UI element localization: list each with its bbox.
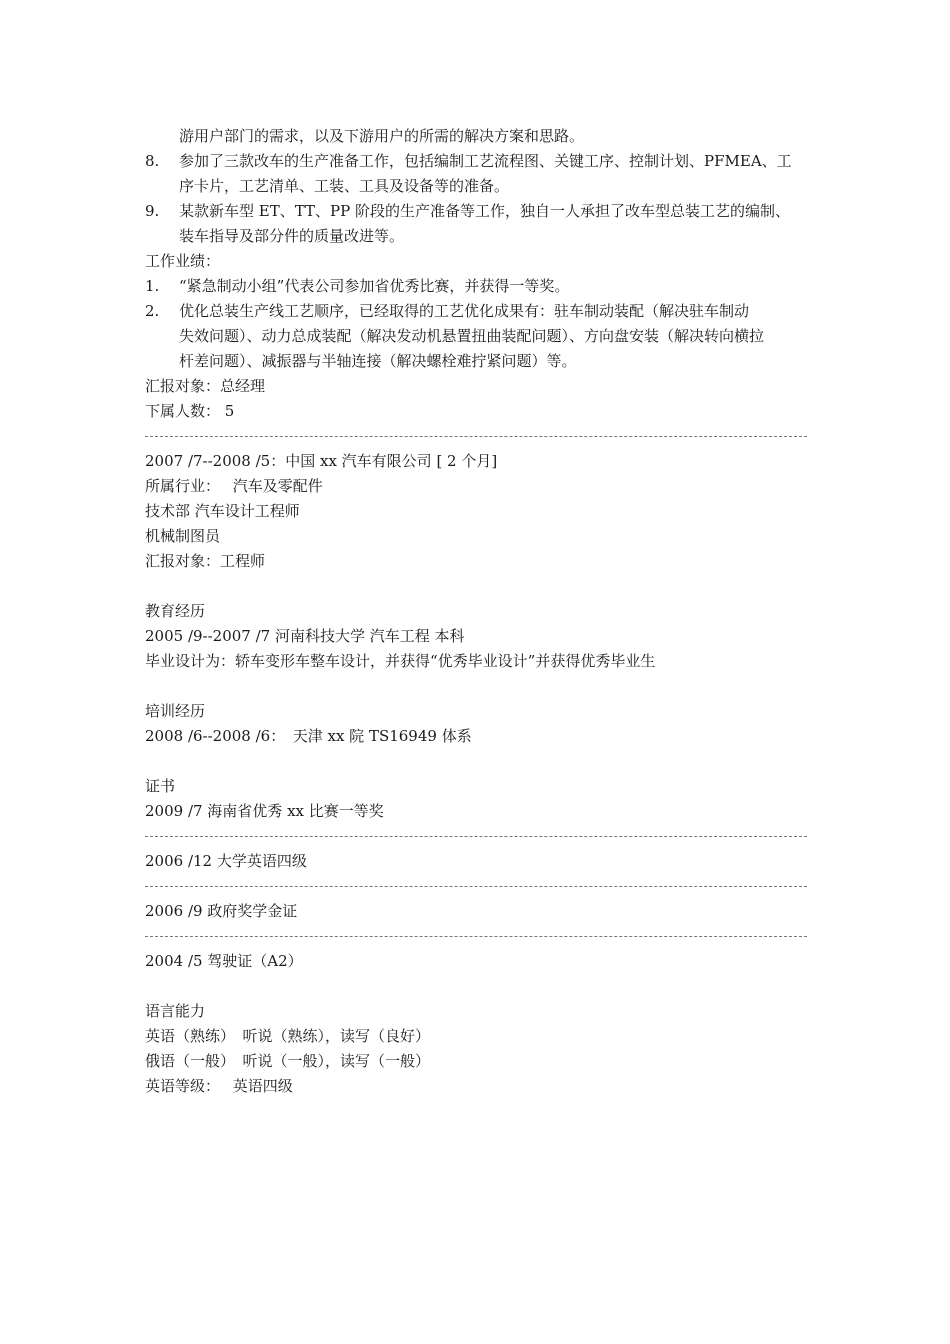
education-thesis: 毕业设计为：轿车变形车整车设计，并获得“优秀毕业设计”并获得优秀毕业生 xyxy=(145,652,656,670)
industry-value: 汽车及零配件 xyxy=(232,477,323,495)
duty-item-8-line2: 序卡片，工艺清单、工装、工具及设备等的准备。 xyxy=(179,177,510,195)
english-level xyxy=(145,1074,815,1099)
job-period: 2007 /7--2008 /5：中国 xx 汽车有限公司 [ 2 个月] xyxy=(145,452,498,470)
list-number: 9. xyxy=(145,202,160,220)
list-number: 1. xyxy=(145,277,160,295)
duty-item-9-line2: 装车指导及部分件的质量改进等。 xyxy=(179,227,405,245)
training-heading: 培训经历 xyxy=(145,702,206,720)
duty-item-8 xyxy=(145,149,815,174)
duty-item-9-line1: 某款新车型 ET、TT、PP 阶段的生产准备等工作，独自一人承担了改车型总装工艺的编制、 xyxy=(179,202,790,220)
languages-heading: 语言能力 xyxy=(145,1002,206,1020)
divider xyxy=(145,824,815,849)
report-to: 汇报对象：总经理 xyxy=(145,377,266,395)
certificates-heading: 证书 xyxy=(145,777,176,795)
subordinates-label: 下属人数： xyxy=(145,402,221,420)
divider xyxy=(145,424,815,449)
certificate-item: 2004 /5 驾驶证（A2） xyxy=(145,952,303,970)
achievement-item-2-line3: 杆差问题）、减振器与半轴连接（解决螺栓难拧紧问题）等。 xyxy=(179,352,577,370)
education-entry: 2005 /9--2007 /7 河南科技大学 汽车工程 本科 xyxy=(145,627,465,645)
achievement-item-1 xyxy=(145,274,815,299)
job-dept: 技术部 汽车设计工程师 xyxy=(145,502,300,520)
language-russian: 俄语（一般） 听说（一般），读写（一般） xyxy=(145,1052,431,1070)
job-role: 机械制图员 xyxy=(145,527,221,545)
divider xyxy=(145,874,815,899)
certificate-item: 2006 /12 大学英语四级 xyxy=(145,852,307,870)
job-report-to: 汇报对象：工程师 xyxy=(145,552,266,570)
list-number: 2. xyxy=(145,302,160,320)
industry-label: 所属行业： xyxy=(145,477,221,495)
list-number: 8. xyxy=(145,152,160,170)
resume-page xyxy=(145,124,815,1099)
certificate-item: 2006 /9 政府奖学金证 xyxy=(145,902,298,920)
divider xyxy=(145,924,815,949)
job-industry xyxy=(145,474,815,499)
subordinates xyxy=(145,399,815,424)
achievement-item-2-line1: 优化总装生产线工艺顺序，已经取得的工艺优化成果有：驻车制动装配（解决驻车制动 xyxy=(179,302,750,320)
training-entry: 2008 /6--2008 /6： 天津 xx 院 TS16949 体系 xyxy=(145,727,472,745)
duty-item-9 xyxy=(145,199,815,224)
education-heading: 教育经历 xyxy=(145,602,206,620)
english-level-value: 英语四级 xyxy=(232,1077,293,1095)
certificate-item: 2009 /7 海南省优秀 xx 比赛一等奖 xyxy=(145,802,384,820)
duty-item-7-tail: 游用户部门的需求，以及下游用户的所需的解决方案和思路。 xyxy=(179,127,585,145)
subordinates-value: 5 xyxy=(224,402,235,420)
duty-item-8-line1: 参加了三款改车的生产准备工作，包括编制工艺流程图、关键工序、控制计划、PFMEA、工 xyxy=(179,152,792,170)
achievements-heading: 工作业绩： xyxy=(145,252,221,270)
language-english: 英语（熟练） 听说（熟练），读写（良好） xyxy=(145,1027,431,1045)
achievement-item-1-text: “紧急制动小组”代表公司参加省优秀比赛，并获得一等奖。 xyxy=(179,277,570,295)
achievement-item-2-line2: 失效问题）、动力总成装配（解决发动机悬置扭曲装配问题）、方向盘安装（解决转向横拉 xyxy=(179,327,765,345)
achievement-item-2 xyxy=(145,299,815,324)
english-level-label: 英语等级： xyxy=(145,1077,221,1095)
